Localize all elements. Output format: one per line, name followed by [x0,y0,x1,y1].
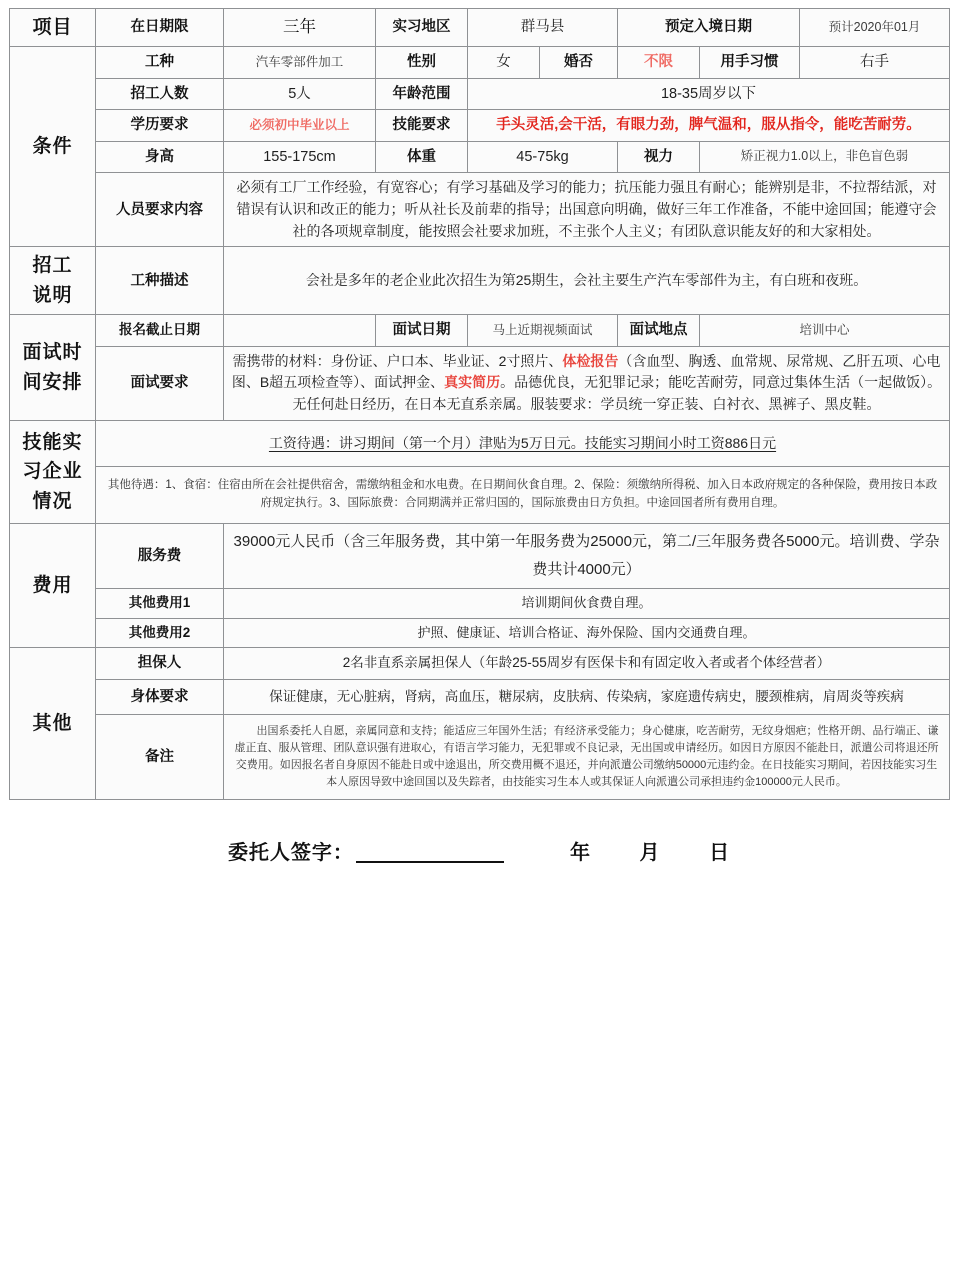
table-row-guarantor [10,648,950,679]
table-row-company-salary [10,420,950,467]
value-health-requirements: 保证健康，无心脏病，肾病，高血压，糖尿病，皮肤病、传染病，家庭遗传病史，腰颈椎病，肩周炎等疾病 [224,679,950,714]
section-label-company-line1: 技能实 [22,431,83,453]
section-label-company-line2: 习企业 [22,461,83,483]
signature-year: 年 [569,842,591,865]
value-job-description: 会社是多年的老企业此次招生为第25期生，会社主要生产汽车零部件为主，有白班和夜班。 [224,247,950,315]
section-label-interview-line1: 面试时 [22,342,83,364]
value-stay-period: 三年 [224,9,376,47]
value-entry-date: 预计2020年01月 [800,9,950,47]
value-gender: 女 [468,47,540,78]
label-vision: 视力 [618,141,700,172]
value-handedness: 右手 [800,47,950,78]
table-row-fee-other1 [10,588,950,618]
value-internship-area: 群马县 [468,9,618,47]
value-other-fee-2: 护照、健康证、培训合格证、海外保险、国内交通费自理。 [224,618,950,648]
recruitment-table [9,8,950,800]
value-age-range: 18-35周岁以下 [468,78,950,109]
section-label-interview-line2: 间安排 [22,371,83,393]
label-application-deadline: 报名截止日期 [96,315,224,346]
section-label-company [10,420,96,523]
label-headcount: 招工人数 [96,78,224,109]
value-headcount: 5人 [224,78,376,109]
label-interview-requirements: 面试要求 [96,346,224,420]
section-label-recruit-note [10,247,96,315]
value-company-salary [96,420,950,467]
section-label-company-line3: 情况 [32,490,73,512]
label-stay-period: 在日期限 [96,9,224,47]
table-row-health [10,679,950,714]
label-service-fee: 服务费 [96,524,224,589]
section-label-conditions: 条件 [10,47,96,247]
label-interview-place: 面试地点 [618,315,700,346]
label-entry-date: 预定入境日期 [618,9,800,47]
value-personnel-requirements: 必须有工厂工作经验，有宽容心；有学习基础及学习的能力；抗压能力强且有耐心；能辨别是非，不拉帮结派，对错误有认识和改正的能力；听从社长及前辈的指导；出国意向明确，做好三年工作准备，不能中途回国；能遵守会社的各项规章制度，能按照会社要求加班，不主张个人主义；有团队意识能友好的和大家相处。 [224,173,950,247]
label-personnel-requirements: 人员要求内容 [96,173,224,247]
section-label-interview [10,315,96,421]
interview-req-part1: 需携带的材料：身份证、户口本、毕业证、2寸照片、 [232,352,563,369]
table-row-recruit-note [10,247,950,315]
label-weight: 体重 [376,141,468,172]
table-row-project [10,9,950,47]
value-height: 155-175cm [224,141,376,172]
signature-label: 委托人签字： [227,842,354,865]
section-label-project: 项目 [10,9,96,47]
value-application-deadline [224,315,376,346]
value-education: 必须初中毕业以上 [224,110,376,141]
label-health-requirements: 身体要求 [96,679,224,714]
interview-req-part3: 。品德优良，无犯罪记录；能吃苦耐劳，同意过集体生活（一起做饭）。无任何赴日经历，在日本无直系亲属。服装要求：学员统一穿正装、白衬衣、黑裤子、黑皮鞋。 [292,374,942,413]
value-company-benefits: 其他待遇：1、食宿：住宿由所在会社提供宿舍，需缴纳租金和水电费。在日期间伙食自理。2、保险：须缴纳所得税、加入日本政府规定的各种保险，费用按日本政府规定执行。3、国际旅费：合同期满并正常归国的，国际旅费由日方负担。中途回国者所有费用自理。 [96,467,950,524]
company-salary-text: 工资待遇：讲习期间（第一个月）津贴为5万日元。技能实习期间小时工资886日元 [268,434,777,451]
signature-day: 日 [709,842,731,865]
value-interview-requirements [224,346,950,420]
table-row-physical [10,141,950,172]
value-skill: 手头灵活,会干活，有眼力劲，脾气温和，服从指令，能吃苦耐劳。 [468,110,950,141]
label-other-fee-1: 其他费用1 [96,588,224,618]
interview-req-part2: （含血型、胸透、血常规、尿常规、乙肝五项、心电图、B超五项检查等）、面试押金、 [231,352,941,391]
value-service-fee: 39000元人民币（含三年服务费，其中第一年服务费为25000元，第二/三年服务费各5000元。培训费、学杂费共计4000元） [224,524,950,589]
value-vision: 矫正视力1.0以上，非色盲色弱 [700,141,950,172]
label-handedness: 用手习惯 [700,47,800,78]
table-row-headcount [10,78,950,109]
table-row-company-benefits [10,467,950,524]
value-weight: 45-75kg [468,141,618,172]
label-other-fee-2: 其他费用2 [96,618,224,648]
table-row-personnel-requirements [10,173,950,247]
table-row-job-type [10,47,950,78]
label-education: 学历要求 [96,110,224,141]
label-remarks: 备注 [96,715,224,800]
signature-blank-line[interactable] [356,843,504,863]
interview-req-highlight2: 真实简历 [444,374,501,391]
table-row-interview-schedule [10,315,950,346]
label-marital: 婚否 [540,47,618,78]
interview-req-highlight1: 体检报告 [562,352,619,369]
section-label-recruit-note-line2: 说明 [32,284,73,306]
value-interview-date: 马上近期视频面试 [468,315,618,346]
signature-date-fields [512,836,730,865]
value-remarks: 出国系委托人自愿，亲属同意和支持；能适应三年国外生活；有经济承受能力；身心健康，吃苦耐劳，无纹身烟疤；性格开朗、品行端正、谦虚正直、服从管理、团队意识强有进取心，有语言学习能力，无犯罪或不良记录，无出国或申请经历。如因日方原因不能赴日，派遣公司将退还所交费用。如因报名者自身原因不能赴日或中途退出，所交费用概不退还，并向派遣公司缴纳50000元违约金。在日技能实习期间，若因技能实习生本人原因导致中途回国以及失踪者，由技能实习生本人或其保证人向派遣公司承担违约金100000元人民币。 [224,715,950,800]
label-job-type: 工种 [96,47,224,78]
value-guarantor: 2名非直系亲属担保人（年龄25-55周岁有医保卡和有固定收入者或者个体经营者） [224,648,950,679]
label-interview-date: 面试日期 [376,315,468,346]
section-label-fees: 费用 [10,524,96,648]
label-internship-area: 实习地区 [376,9,468,47]
table-row-education [10,110,950,141]
table-row-fee-other2 [10,618,950,648]
label-age-range: 年龄范围 [376,78,468,109]
value-other-fee-1: 培训期间伙食费自理。 [224,588,950,618]
table-row-remarks [10,715,950,800]
label-skill: 技能要求 [376,110,468,141]
signature-row [9,836,949,865]
value-marital: 不限 [618,47,700,78]
label-height: 身高 [96,141,224,172]
label-gender: 性别 [376,47,468,78]
table-row-fee-service [10,524,950,589]
table-row-interview-requirements [10,346,950,420]
label-guarantor: 担保人 [96,648,224,679]
section-label-recruit-note-line1: 招工 [32,255,73,277]
value-job-type: 汽车零部件加工 [224,47,376,78]
signature-month: 月 [639,842,661,865]
label-job-description: 工种描述 [96,247,224,315]
value-interview-place: 培训中心 [700,315,950,346]
section-label-other: 其他 [10,648,96,800]
